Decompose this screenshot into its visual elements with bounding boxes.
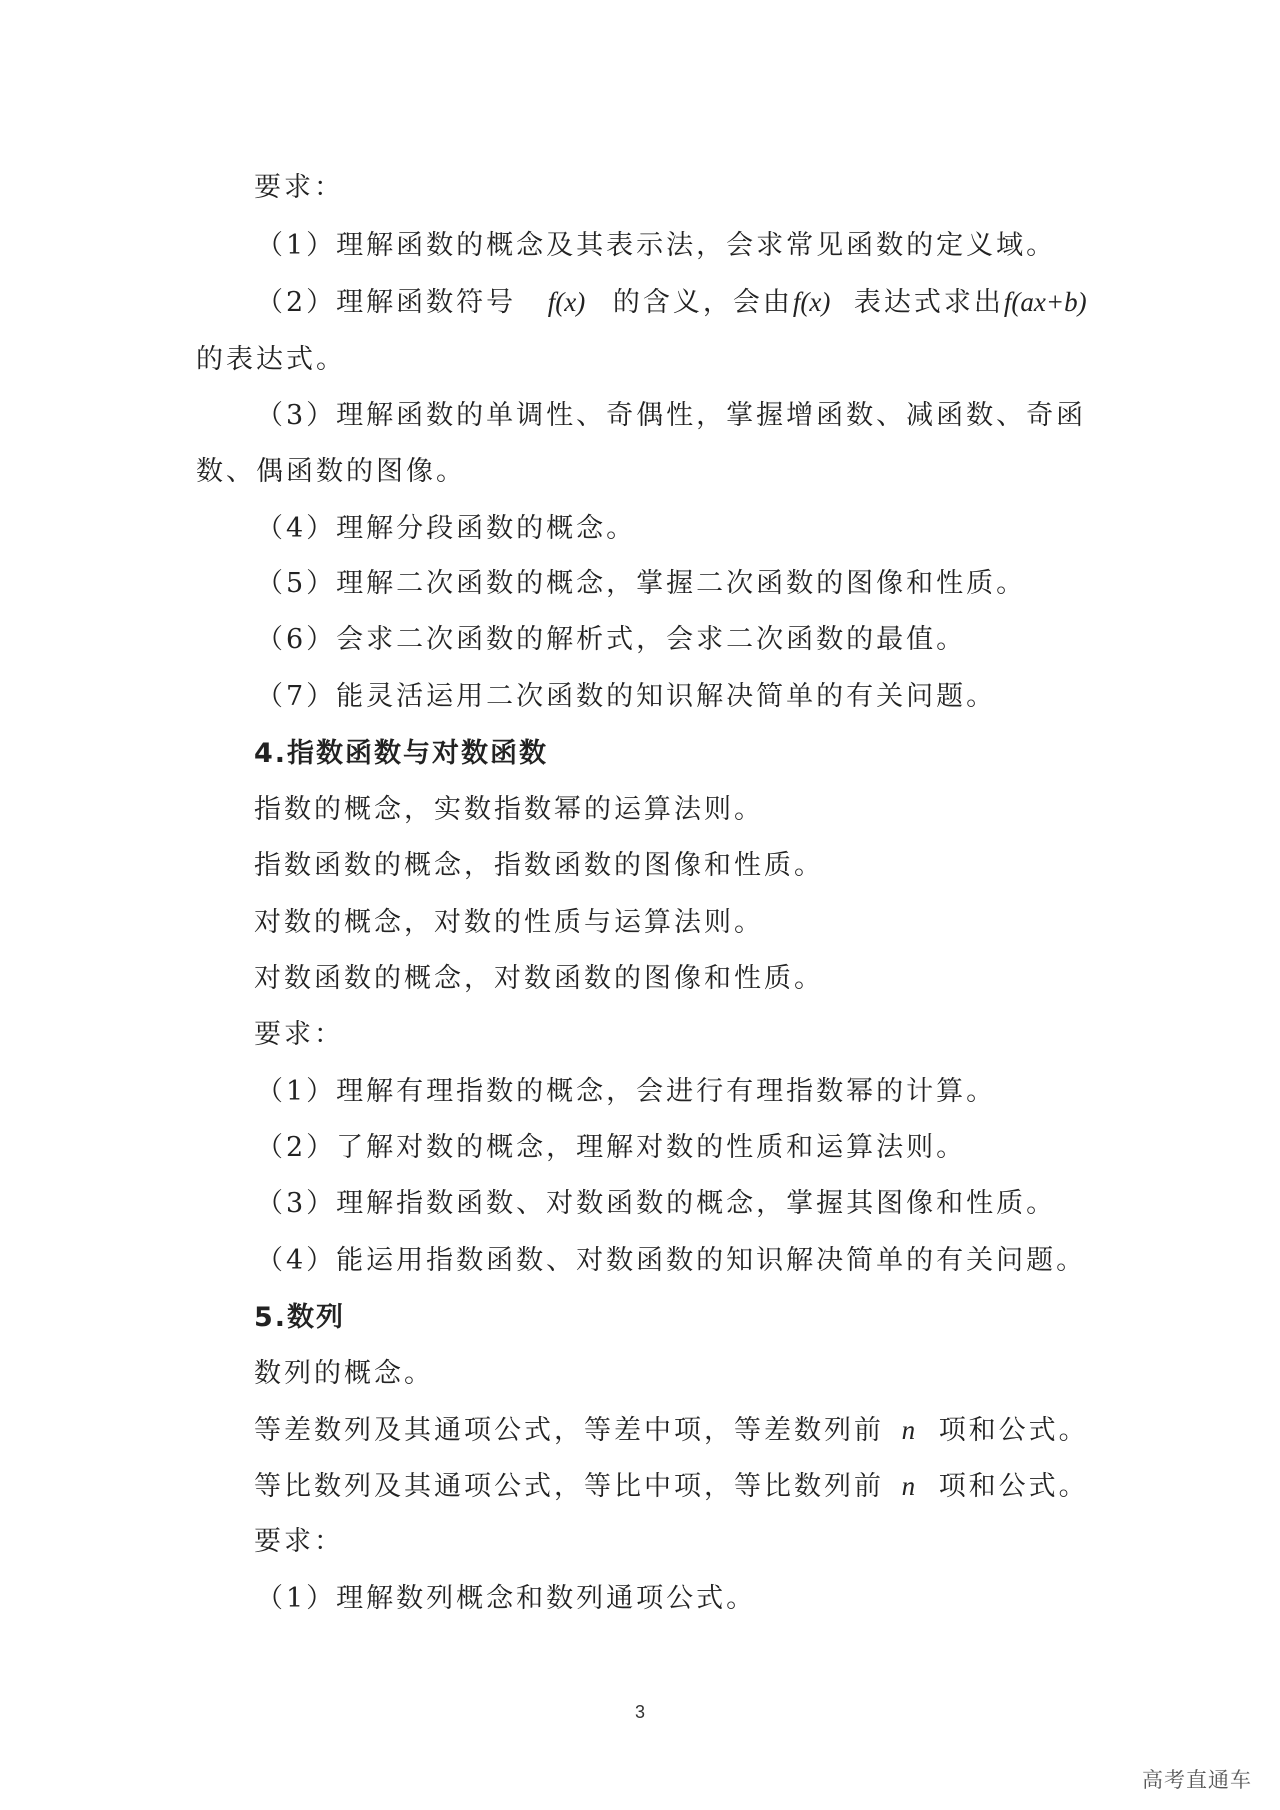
- content-paragraph: [254, 1412, 1089, 1449]
- requirement-item: （4）能运用指数函数、对数函数的知识解决简单的有关问题。: [256, 1245, 1087, 1276]
- requirement-item: （7）能灵活运用二次函数的知识解决简单的有关问题。: [256, 681, 997, 712]
- section-heading: 4.指数函数与对数函数: [254, 738, 549, 769]
- requirement-item: （3）理解指数函数、对数函数的概念，掌握其图像和性质。: [256, 1188, 1057, 1219]
- content-paragraph: 指数函数的概念，指数函数的图像和性质。: [254, 850, 824, 881]
- math-expression: f(x): [547, 287, 586, 317]
- requirement-continuation: 的表达式。: [196, 344, 346, 375]
- paragraph-text: 项和公式。: [938, 1471, 1089, 1502]
- requirement-item: （1）理解数列概念和数列通项公式。: [256, 1583, 757, 1614]
- requirement-text: 的含义，会由: [612, 287, 793, 318]
- math-expression: f(ax+b): [1003, 287, 1087, 317]
- requirement-continuation: 数、偶函数的图像。: [196, 456, 466, 487]
- watermark: 高考直通车: [1142, 1768, 1252, 1792]
- requirement-item: [256, 284, 1087, 321]
- content-paragraph: 对数的概念，对数的性质与运算法则。: [254, 907, 764, 938]
- paragraph-text: 项和公式。: [938, 1415, 1089, 1446]
- requirement-item: （1）理解函数的概念及其表示法，会求常见函数的定义域。: [256, 230, 1057, 261]
- requirement-item: （6）会求二次函数的解析式，会求二次函数的最值。: [256, 624, 967, 655]
- content-paragraph: 对数函数的概念，对数函数的图像和性质。: [254, 963, 824, 994]
- paragraph-text: 等比数列及其通项公式，等比中项，等比数列前: [254, 1471, 884, 1502]
- requirement-item: （5）理解二次函数的概念，掌握二次函数的图像和性质。: [256, 568, 1027, 599]
- math-expression: f(x): [792, 287, 831, 317]
- requirement-item: （1）理解有理指数的概念，会进行有理指数幂的计算。: [256, 1076, 997, 1107]
- math-variable: n: [901, 1471, 916, 1501]
- paragraph-text: 等差数列及其通项公式，等差中项，等差数列前: [254, 1415, 884, 1446]
- page-number: 3: [634, 1702, 645, 1722]
- content-paragraph: [254, 1468, 1089, 1505]
- requirements-label: 要求：: [254, 1019, 344, 1050]
- math-variable: n: [901, 1415, 916, 1445]
- requirement-item: （2）了解对数的概念，理解对数的性质和运算法则。: [256, 1132, 967, 1163]
- requirement-item: （4）理解分段函数的概念。: [256, 513, 637, 544]
- requirements-label: 要求：: [254, 1526, 344, 1557]
- content-paragraph: 数列的概念。: [254, 1358, 434, 1389]
- section-heading: 5.数列: [254, 1302, 346, 1333]
- requirement-text: 表达式求出: [853, 287, 1004, 318]
- requirement-item: （3）理解函数的单调性、奇偶性，掌握增函数、减函数、奇函: [256, 400, 1087, 431]
- content-paragraph: 指数的概念，实数指数幂的运算法则。: [254, 794, 764, 825]
- requirement-text: （2）理解函数符号: [256, 287, 517, 318]
- requirements-label: 要求：: [254, 172, 344, 203]
